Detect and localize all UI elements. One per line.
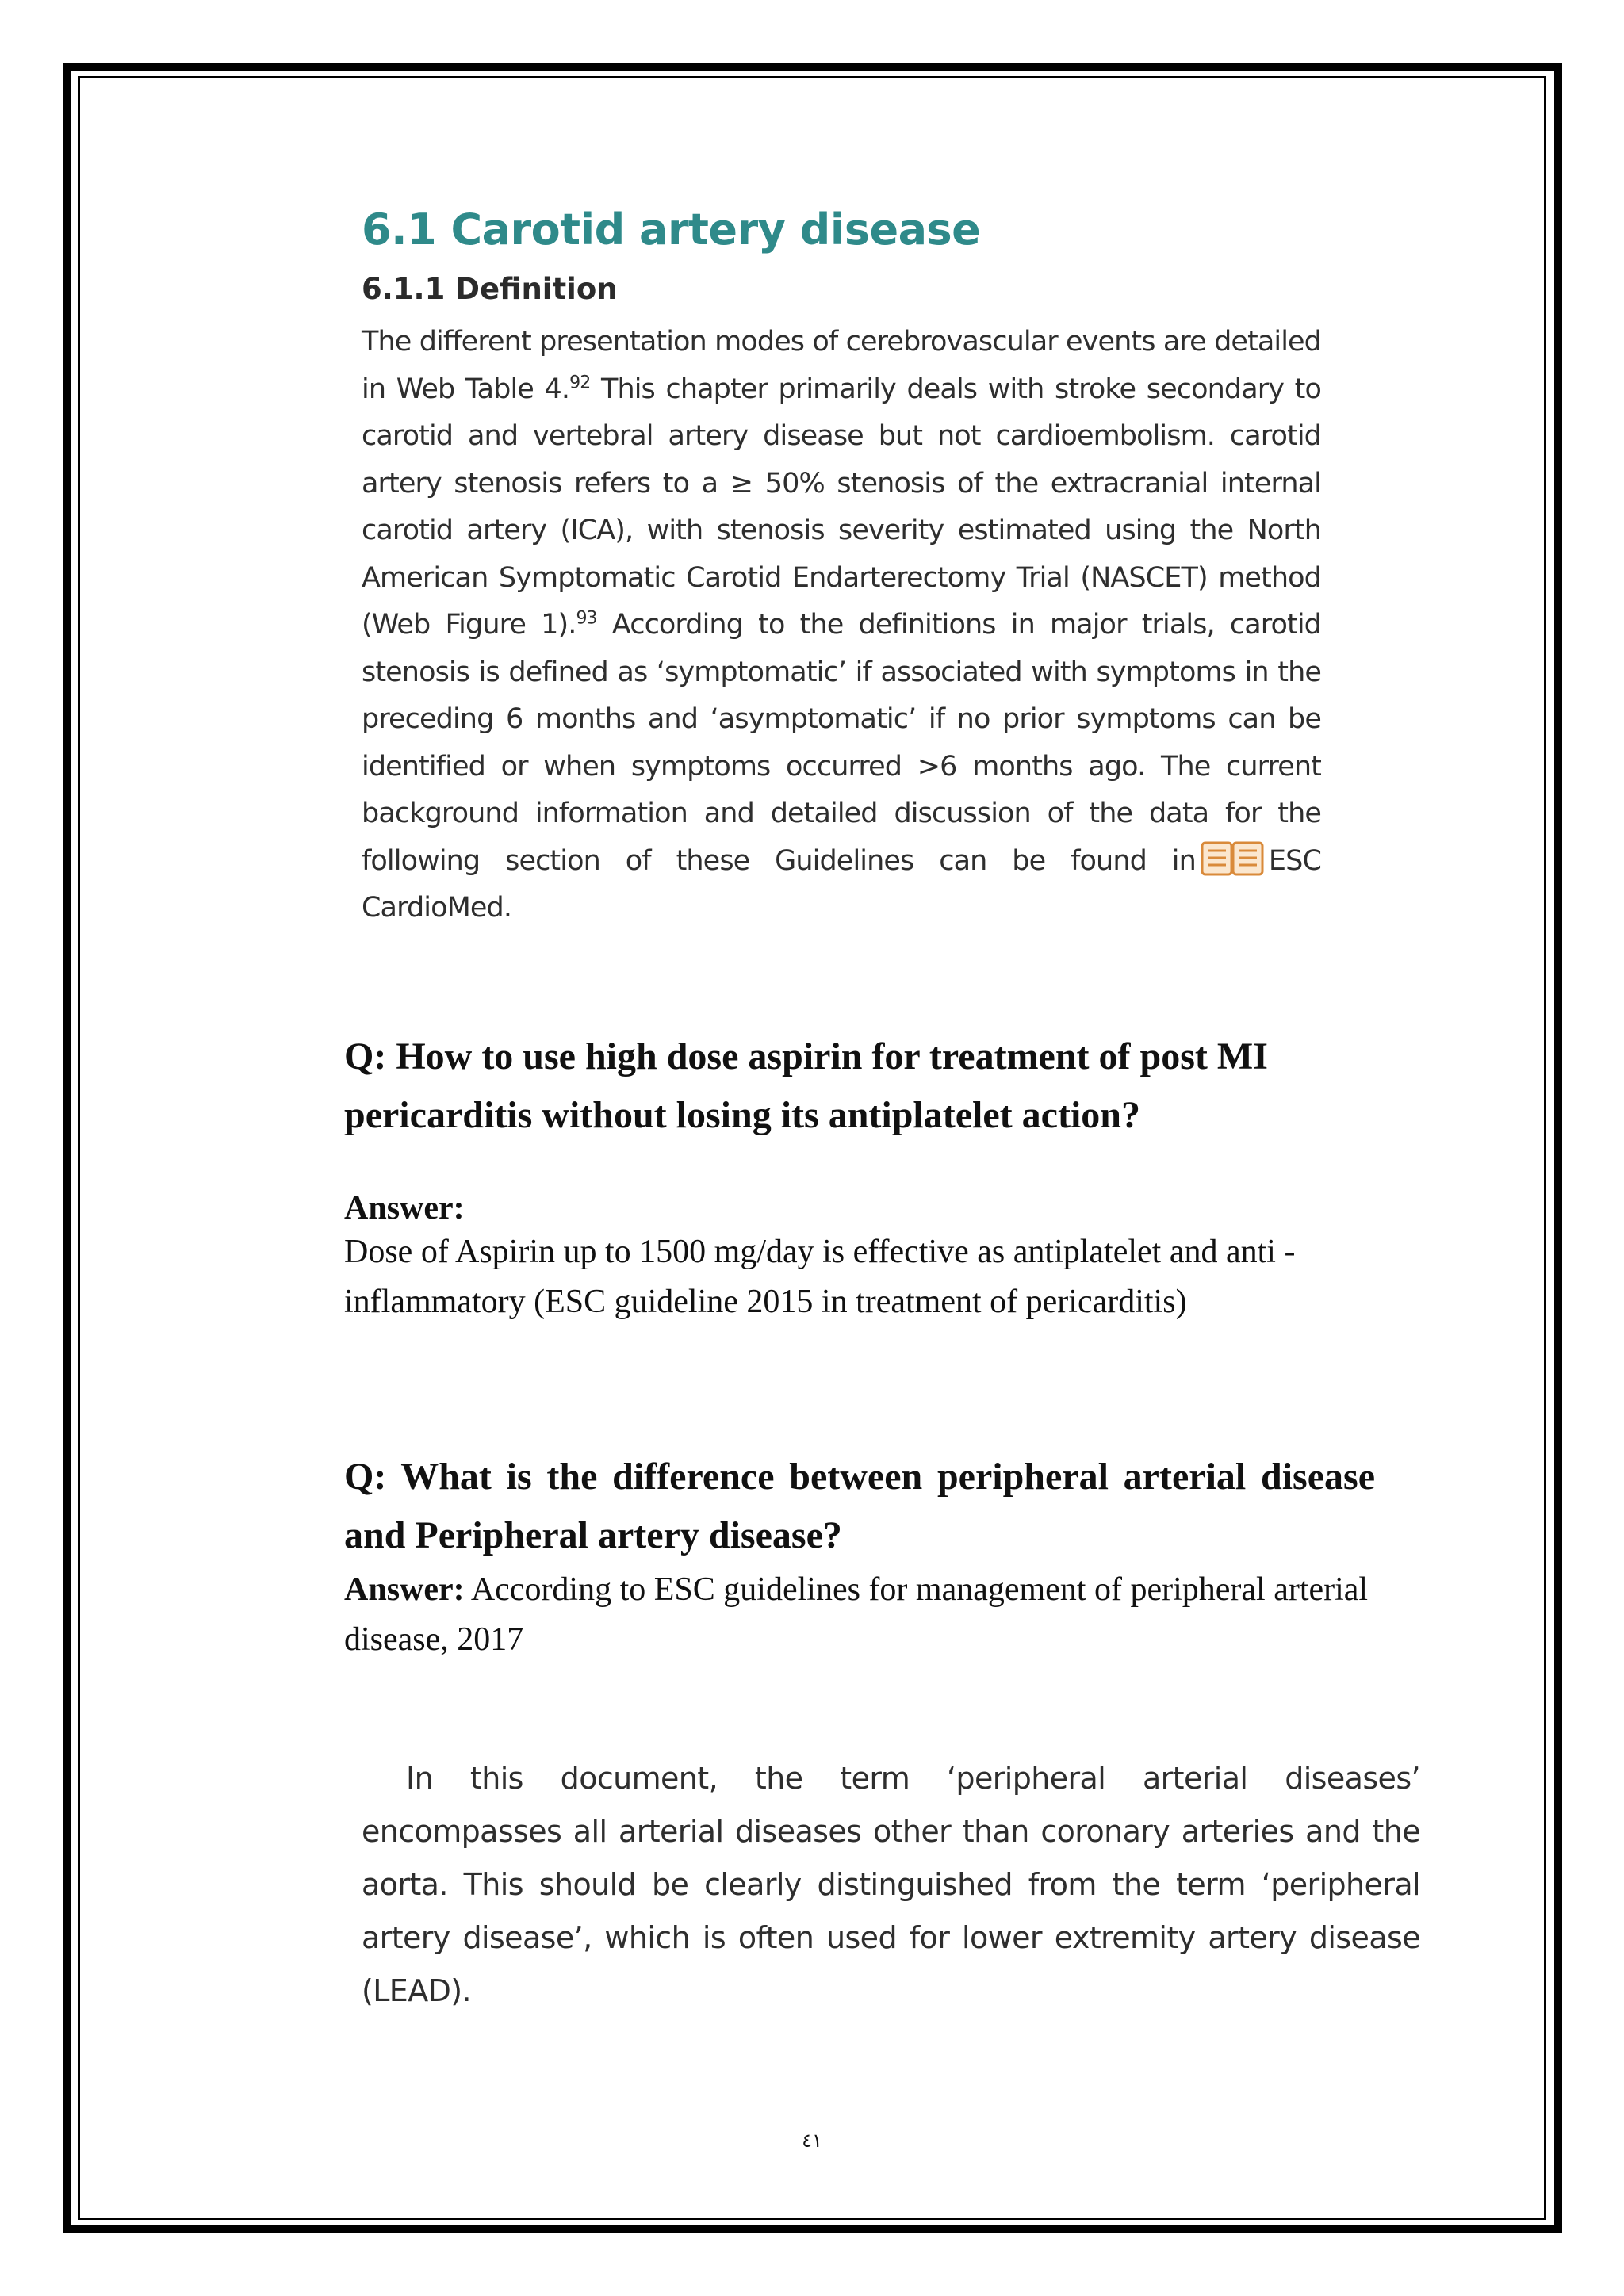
qa-aspirin [344, 1027, 1375, 1327]
definition-text-a: The different presentation modes of cerebrovascular events are detailed in Web Table 4. [362, 326, 1321, 405]
qa-peripheral [344, 1448, 1375, 1665]
book-icon [1201, 841, 1264, 876]
section-title: 6.1 Carotid artery disease [362, 205, 981, 254]
question-peripheral: Q: What is the difference between peripheral arterial disease and Peripheral artery disease? [344, 1456, 1375, 1556]
reference-93: 93 [576, 608, 597, 629]
definition-text-c: According to the definitions in major trials, carotid stenosis is defined as ‘symptomatic’ if associated with symptoms in the preceding 6 months and ‘asymptomatic’ if no prior symptoms can be identified or when symptoms occurred >6 months ago. The current background information and detailed discussion of the data for the following section of these Guidelines can be found in [362, 609, 1321, 877]
peripheral-paragraph: In this document, the term ‘peripheral arterial diseases’ encompasses all arterial diseases other than coronary arteries and the aorta. This should be clearly distinguished from the term ‘peripheral artery disease’, which is often used for lower extremity artery disease (LEAD). [362, 1761, 1420, 2008]
answer-label: Answer: [344, 1190, 465, 1226]
subsection-title: 6.1.1 Definition [362, 272, 618, 306]
answer-peripheral-text: According to ESC guidelines for management of peripheral arterial disease, 2017 [344, 1571, 1369, 1658]
peripheral-excerpt [362, 1752, 1420, 2018]
page-number: ٤١ [802, 2130, 822, 2152]
answer-label: Answer: [344, 1571, 465, 1608]
answer-aspirin: Dose of Aspirin up to 1500 mg/day is effective as antiplatelet and anti -inflammatory (ESC guideline 2015 in treatment of pericarditis) [344, 1234, 1296, 1320]
cropped-text-line [365, 1978, 1411, 1991]
definition-text-b: This chapter primarily deals with stroke secondary to carotid and vertebral artery disease but not cardioembolism. carotid artery stenosis refers to a ≥ 50% stenosis of the extracranial internal carotid artery (ICA), with stenosis severity estimated using the North American Symptomatic Carotid Endarterectomy Trial (NASCET) method (Web Figure 1). [362, 373, 1321, 641]
carotid-excerpt [362, 205, 1321, 932]
answer-peripheral [344, 1565, 1375, 1665]
definition-text-d: ESC CardioMed. [362, 844, 1321, 924]
reference-92: 92 [569, 372, 591, 392]
definition-paragraph [362, 319, 1321, 932]
question-aspirin: Q: How to use high dose aspirin for treatment of post MI pericarditis without losing its antiplatelet action? [344, 1035, 1268, 1136]
